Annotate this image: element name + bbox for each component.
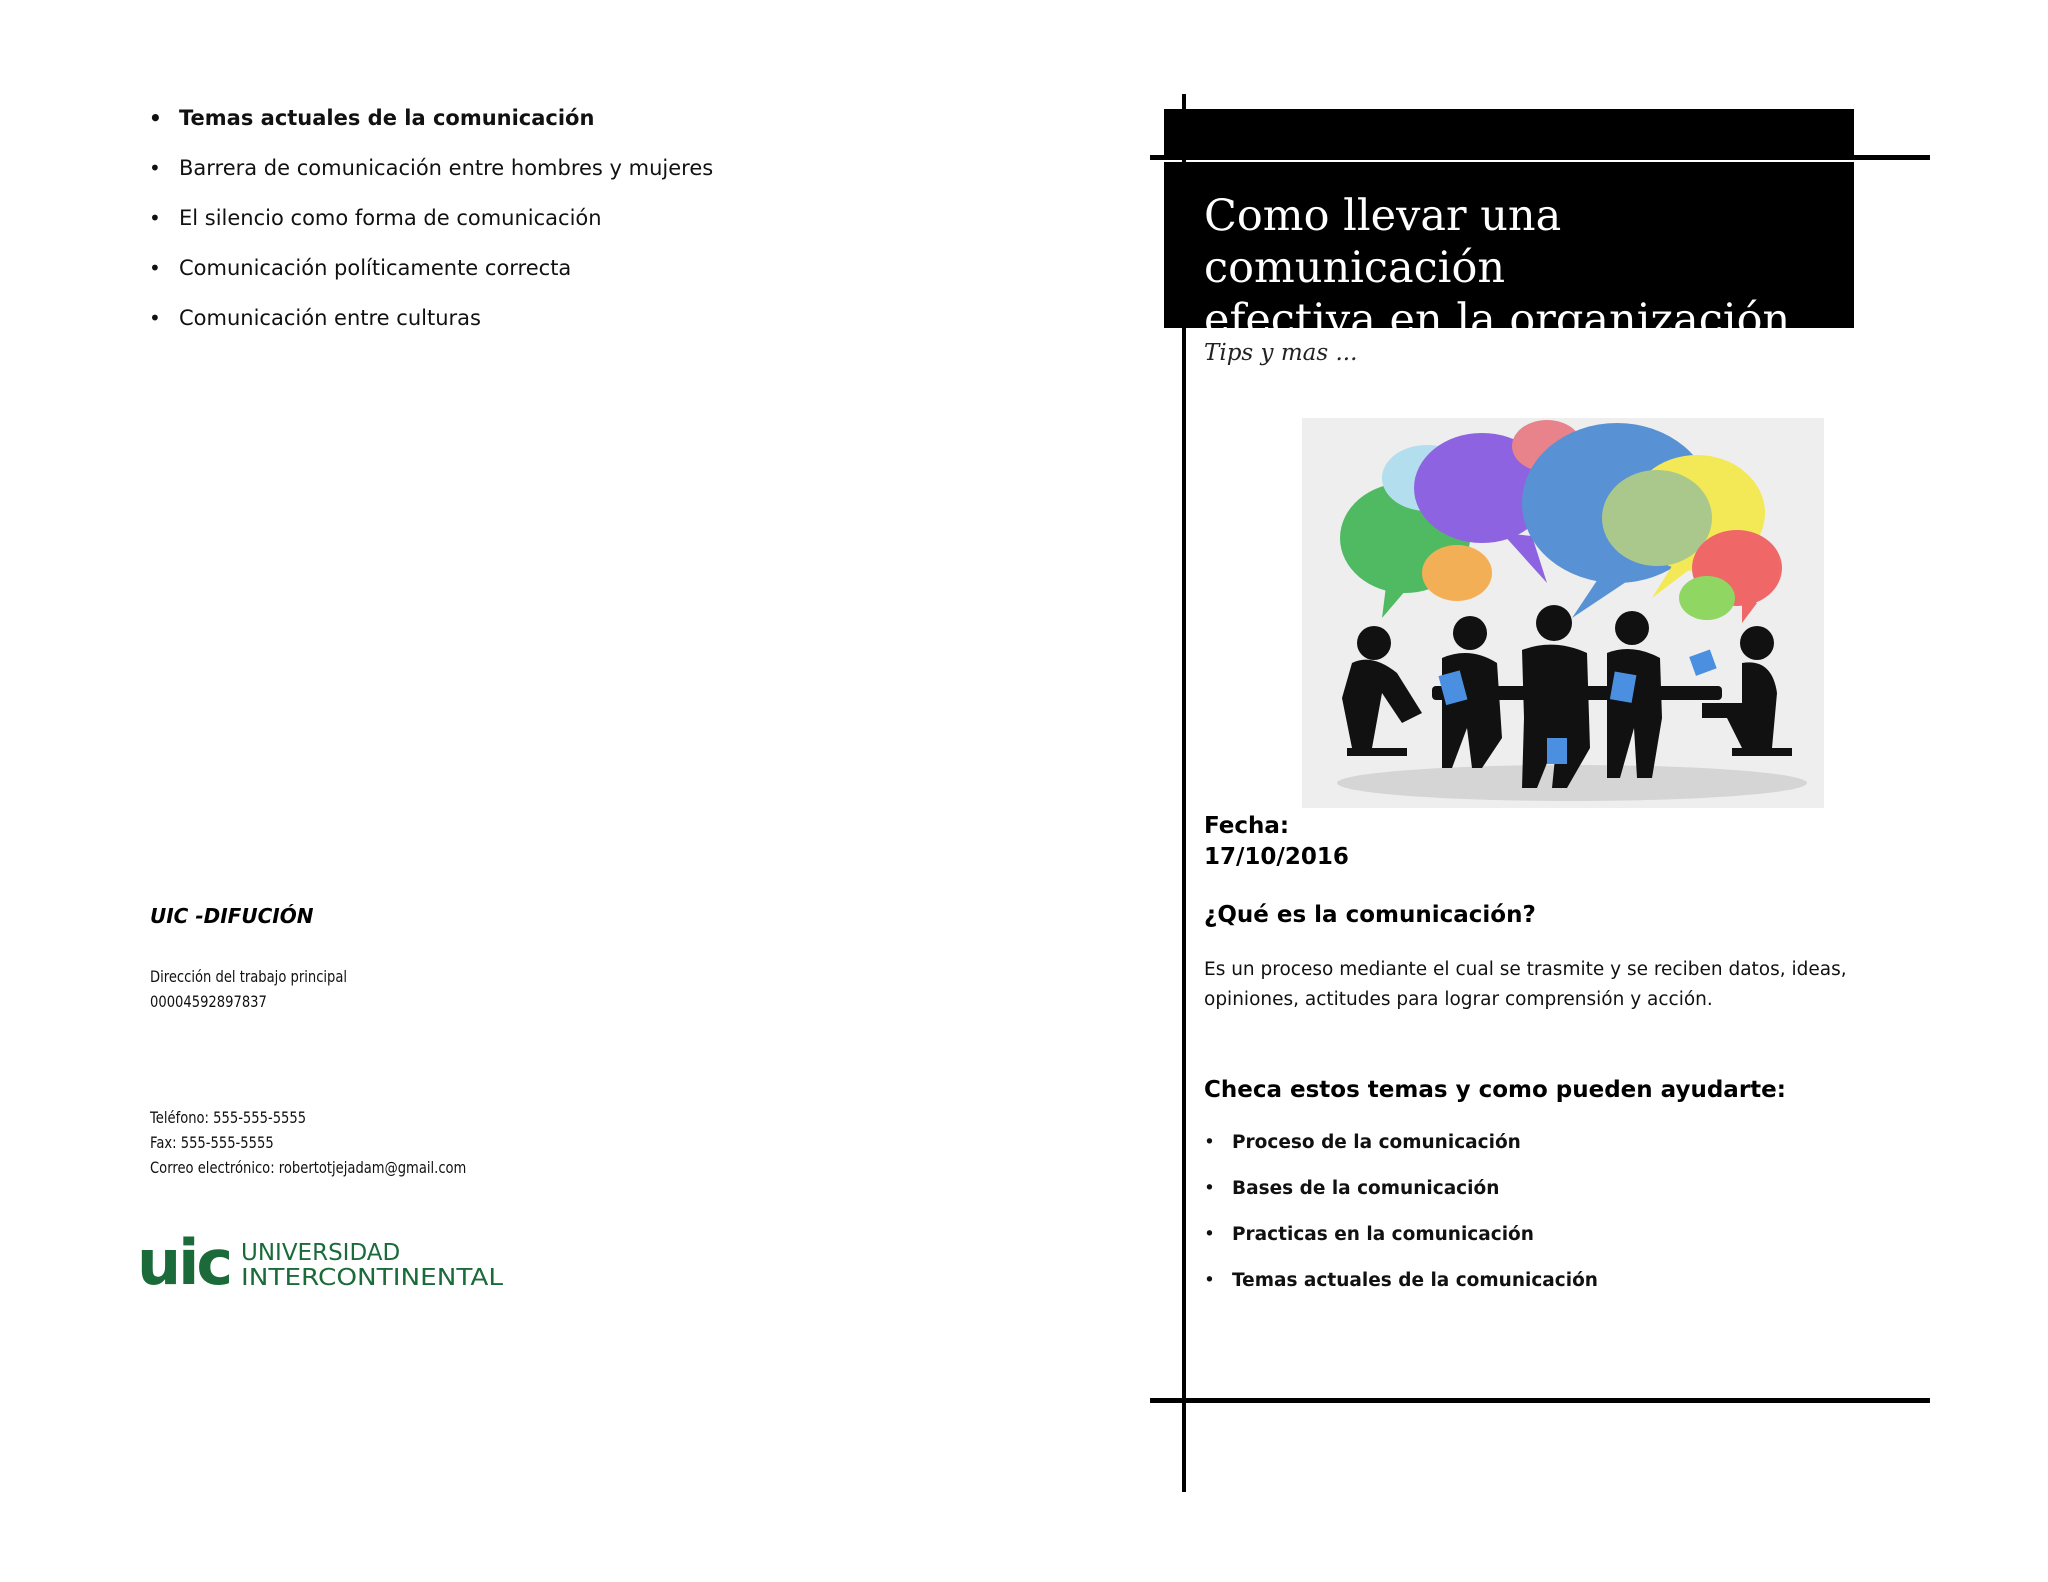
list-item: • Temas actuales de la comunicación	[145, 98, 713, 148]
date-label: Fecha:	[1204, 813, 1290, 839]
address-block	[150, 964, 347, 1014]
date-block	[1204, 811, 1349, 873]
contact-block	[150, 1105, 466, 1180]
section-heading: ¿Qué es la comunicación?	[1204, 902, 1536, 928]
university-logo	[137, 1232, 507, 1292]
title-line: Como llevar una comunicación	[1204, 191, 1562, 293]
address-number: 00004592897837	[150, 992, 267, 1011]
phone-text: Teléfono: 555-555-5555	[150, 1108, 307, 1127]
left-topics-list	[145, 98, 713, 348]
title-line: efectiva en la organización	[1204, 295, 1791, 345]
divider-bottom	[1150, 1398, 1930, 1403]
checklist-heading: Checa estos temas y como pueden ayudarte:	[1204, 1077, 1786, 1103]
email-text: Correo electrónico: robertotjejadam@gmail.com	[150, 1158, 467, 1177]
list-item: • Barrera de comunicación entre hombres y mujeres	[145, 148, 713, 198]
section-paragraph: Es un proceso mediante el cual se trasmite y se reciben datos, ideas, opiniones, actitudes para lograr comprensión y acción.	[1204, 959, 1847, 1010]
list-item: • Practicas en la comunicación	[1200, 1220, 1598, 1266]
page-title	[1204, 190, 1844, 346]
logo-line1: UNIVERSIDAD	[241, 1240, 401, 1266]
logo-line2: INTERCONTINENTAL	[241, 1265, 504, 1291]
logo-mark: uic	[137, 1232, 231, 1292]
subtitle: Tips y mas ...	[1204, 340, 1358, 366]
organization-name: UIC -DIFUCIÓN	[150, 904, 314, 928]
title-bar-top	[1164, 109, 1854, 155]
list-item: • El silencio como forma de comunicación	[145, 198, 713, 248]
checklist	[1200, 1128, 1598, 1312]
list-item: • Comunicación entre culturas	[145, 298, 713, 348]
date-value: 17/10/2016	[1204, 844, 1349, 870]
address-line: Dirección del trabajo principal	[150, 967, 348, 986]
divider-vertical	[1182, 94, 1186, 1492]
fax-text: Fax: 555-555-5555	[150, 1133, 274, 1152]
list-item: • Proceso de la comunicación	[1200, 1128, 1598, 1174]
list-item: • Temas actuales de la comunicación	[1200, 1266, 1598, 1312]
list-item: • Bases de la comunicación	[1200, 1174, 1598, 1220]
meeting-illustration	[1302, 418, 1824, 808]
list-item: • Comunicación políticamente correcta	[145, 248, 713, 298]
divider-top	[1150, 155, 1930, 160]
